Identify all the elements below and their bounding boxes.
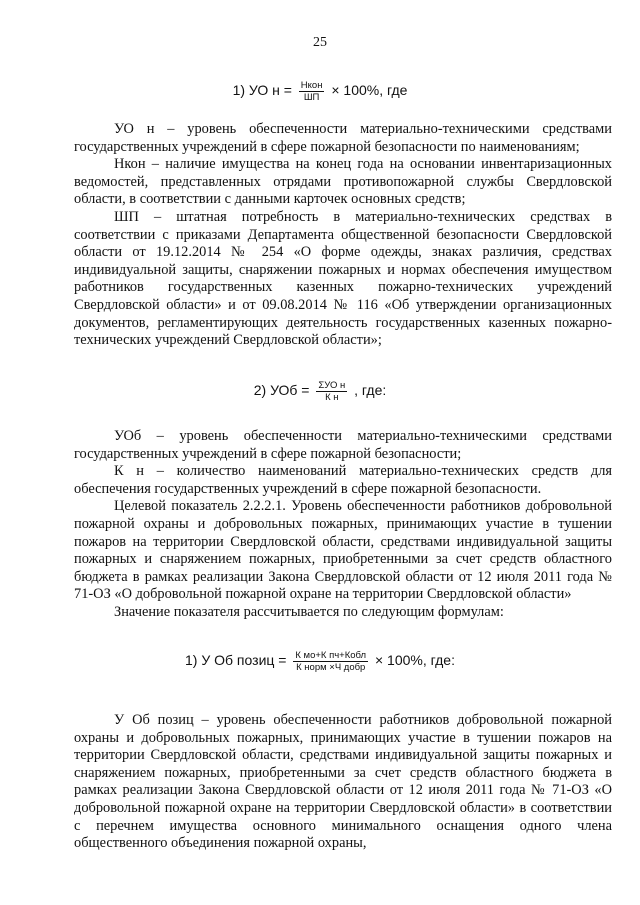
formula-suffix: , где: <box>354 382 387 399</box>
fraction <box>316 380 347 403</box>
paragraph: УОб – уровень обеспеченности материально-техническими средствами государственных учреждений в сфере пожарной безопасности; <box>74 428 612 462</box>
paragraph: Значение показателя рассчитывается по следующим формулам: <box>114 603 504 620</box>
paragraph: ШП – штатная потребность в материально-технических средствах в соответствии с приказами Департамента общественной безопасности Свердловской области от 19.12.2014 № 254 «О форме одежды, знаках различия, средствах индивидуальной защиты, снаряжении пожарных и нормах обеспечения имуществом работников государственных казенных пожарно-технических учреждений Свердловской области» и от 09.08.2014 № 116 «Об утверждении организационных документов, регламентирующих деятельность государственных казенных пожарно-технических учреждений Свердловской области»; <box>74 208 612 349</box>
numerator: ΣУО н <box>318 380 346 391</box>
formula-uob-poziz <box>0 650 640 673</box>
paragraph: К н – количество наименований материально-технических средств для обеспечения государственных учреждений в сфере пожарной безопасности. <box>74 463 612 497</box>
page-number: 25 <box>313 35 327 50</box>
numerator: Нкон <box>300 80 323 91</box>
formula-prefix: 1) У Об позиц = <box>185 652 287 669</box>
denominator: К н <box>325 392 339 403</box>
fraction <box>293 650 368 673</box>
formula-uo-n <box>0 80 640 103</box>
paragraph: Целевой показатель 2.2.2.1. Уровень обеспеченности работников добровольной пожарной охраны и добровольных пожарных, принимающих участие в тушении пожаров на территории Свердловской области, средствами индивидуальной защиты пожарных и снаряжением пожарных, приобретенными за счет средств областного бюджета в рамках реализации Закона Свердловской области от 12 июля 2011 года № 71-ОЗ «О добровольной пожарной охране на территории Свердловской области» <box>74 498 612 603</box>
definitions-block-1 <box>74 121 612 350</box>
denominator: ШП <box>303 92 320 103</box>
definitions-block-2 <box>74 428 612 622</box>
numerator: К мо+К пч+Кобл <box>295 650 367 661</box>
formula-prefix: 2) УОб = <box>253 382 310 399</box>
paragraph: У Об позиц – уровень обеспеченности работников добровольной пожарной охраны и добровольных пожарных, принимающих участие в тушении пожаров на территории Свердловской области, средствами индивидуальной защиты пожарных и снаряжением пожарных, приобретенными за счет средств областного бюджета в рамках реализации Закона Свердловской области от 12 июля 2011 года № 71-ОЗ «О добровольной пожарной охране на территории Свердловской области» в соответствии с перечнем имущества основного минимального оснащения одного члена общественного объединения пожарной охраны, <box>74 712 612 852</box>
formula-uob <box>0 380 640 403</box>
formula-prefix: 1) УО н = <box>232 82 292 99</box>
paragraph: Нкон – наличие имущества на конец года на основании инвентаризационных ведомостей, представленных отрядами противопожарной службы Свердловской области, в соответствии с данными карточек основных средств; <box>74 156 612 208</box>
formula-suffix: × 100%, где: <box>374 652 455 669</box>
fraction <box>299 80 325 103</box>
denominator: К норм ×Ч добр <box>296 662 366 673</box>
definitions-block-3 <box>74 712 612 853</box>
formula-suffix: × 100%, где <box>331 82 408 99</box>
paragraph: УО н – уровень обеспеченности материально-техническими средствами государственных учреждений в сфере пожарной безопасности по наименованиям; <box>74 121 612 155</box>
